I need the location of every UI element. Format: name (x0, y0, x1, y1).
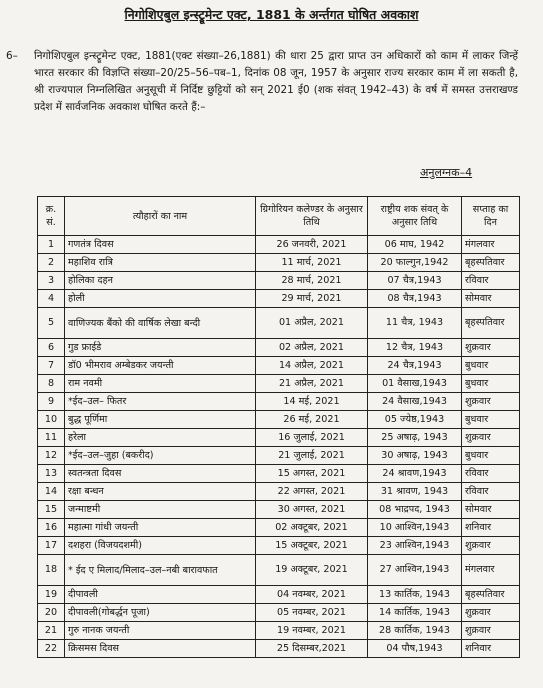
weekday-cell: बुधवार (462, 411, 520, 429)
serial-cell: 15 (38, 501, 65, 519)
weekday-cell: मंगलवार (462, 236, 520, 254)
weekday-cell: शनिवार (462, 519, 520, 537)
table-row (38, 290, 520, 308)
table-row (38, 501, 520, 519)
weekday-cell: बृहस्पतिवार (462, 254, 520, 272)
saka-date-cell: 05 ज्येष्ठ,1943 (368, 411, 462, 429)
saka-date-cell: 20 फाल्गुन,1942 (368, 254, 462, 272)
saka-date-cell: 30 अषाढ़, 1943 (368, 447, 462, 465)
gregorian-date-cell: 19 नवम्बर, 2021 (256, 622, 368, 640)
serial-cell: 16 (38, 519, 65, 537)
festival-name-cell: होलिका दहन (65, 272, 256, 290)
saka-date-cell: 08 भाद्रपद, 1943 (368, 501, 462, 519)
weekday-cell: बुधवार (462, 357, 520, 375)
serial-cell: 4 (38, 290, 65, 308)
gregorian-date-cell: 21 अप्रैल, 2021 (256, 375, 368, 393)
table-row (38, 429, 520, 447)
table-row (38, 519, 520, 537)
saka-date-cell: 31 श्रावण, 1943 (368, 483, 462, 501)
gregorian-date-cell: 19 अक्टूबर, 2021 (256, 555, 368, 586)
serial-cell: 21 (38, 622, 65, 640)
gregorian-date-cell: 02 अक्टूबर, 2021 (256, 519, 368, 537)
page-title-text: निगोशिएबुल इन्स्ट्रूमेन्ट एक्ट, 1881 के अर्न्तगत घोषित अवकाश (124, 7, 419, 22)
paragraph-text: निगोशिएबुल इन्स्ट्रूमेन्ट एक्ट, 1881(एक्ट संख्या–26,1881) की धारा 25 द्वारा प्राप्त उन अधिकारों को काम में लाकर जिन्हें भारत सरकार की विज्ञप्ति संख्या–20/25–56–पब–1, दिनांक 08 जून, 1957 के अनुसार राज्य सरकार काम में ला सकती है, श्री राज्यपाल निम्नलिखित अनुसूची में निर्दिष्ट छुट्टियों को सन् 2021 ई0 (शक संवत् 1942–43) के वर्ष में समस्त उत्तराखण्ड प्रदेश में सार्वजनिक अवकाश घोषित करते हैं:– (34, 50, 518, 113)
gregorian-date-cell: 02 अप्रैल, 2021 (256, 339, 368, 357)
saka-date-cell: 24 वैसाख,1943 (368, 393, 462, 411)
gregorian-date-cell: 15 अगस्त, 2021 (256, 465, 368, 483)
festival-name-cell: दीपावली(गोबर्द्धन पूजा) (65, 604, 256, 622)
saka-date-cell: 14 कार्तिक, 1943 (368, 604, 462, 622)
festival-name-cell: बुद्ध पूर्णिमा (65, 411, 256, 429)
festival-name-cell: क्रिसमस दिवस (65, 640, 256, 658)
gregorian-date-cell: 22 अगस्त, 2021 (256, 483, 368, 501)
weekday-cell: रविवार (462, 272, 520, 290)
gregorian-date-cell: 21 जुलाई, 2021 (256, 447, 368, 465)
serial-cell: 22 (38, 640, 65, 658)
serial-cell: 6 (38, 339, 65, 357)
saka-date-cell: 27 आश्विन,1943 (368, 555, 462, 586)
saka-date-cell: 06 माघ, 1942 (368, 236, 462, 254)
weekday-cell: बृहस्पतिवार (462, 586, 520, 604)
festival-name-cell: गुरु नानक जयन्ती (65, 622, 256, 640)
table-row (38, 555, 520, 586)
festival-name-cell: महाशिव रात्रि (65, 254, 256, 272)
holiday-table-body (38, 236, 520, 658)
header-saka-date: राष्ट्रीय शक संवत् के अनुसार तिथि (368, 197, 462, 236)
table-row (38, 586, 520, 604)
weekday-cell: शुक्रवार (462, 604, 520, 622)
table-row (38, 411, 520, 429)
serial-cell: 9 (38, 393, 65, 411)
festival-name-cell: रक्षा बन्धन (65, 483, 256, 501)
festival-name-cell: स्वतन्त्रता दिवस (65, 465, 256, 483)
weekday-cell: शुक्रवार (462, 339, 520, 357)
annexure-label: अनुलग्नक–4 (420, 166, 473, 179)
serial-cell: 2 (38, 254, 65, 272)
header-gregorian-date: ग्रिगोरियन कलेण्डर के अनुसार तिथि (256, 197, 368, 236)
holiday-table (37, 196, 520, 658)
serial-cell: 5 (38, 308, 65, 339)
table-row (38, 254, 520, 272)
table-row (38, 357, 520, 375)
header-festival-name: त्यौहारों का नाम (65, 197, 256, 236)
weekday-cell: शनिवार (462, 640, 520, 658)
weekday-cell: शुक्रवार (462, 622, 520, 640)
table-row (38, 236, 520, 254)
saka-date-cell: 01 वैसाख,1943 (368, 375, 462, 393)
gregorian-date-cell: 30 अगस्त, 2021 (256, 501, 368, 519)
serial-cell: 19 (38, 586, 65, 604)
weekday-cell: रविवार (462, 465, 520, 483)
weekday-cell: बुधवार (462, 375, 520, 393)
serial-cell: 20 (38, 604, 65, 622)
saka-date-cell: 11 चैत्र, 1943 (368, 308, 462, 339)
gregorian-date-cell: 26 मई, 2021 (256, 411, 368, 429)
festival-name-cell: गणतंत्र दिवस (65, 236, 256, 254)
festival-name-cell: वाणिज्यक बैंको की वार्षिक लेखा बन्दी (65, 308, 256, 339)
gregorian-date-cell: 11 मार्च, 2021 (256, 254, 368, 272)
gregorian-date-cell: 01 अप्रैल, 2021 (256, 308, 368, 339)
festival-name-cell: होली (65, 290, 256, 308)
saka-date-cell: 10 आश्विन,1943 (368, 519, 462, 537)
weekday-cell: मंगलवार (462, 555, 520, 586)
serial-cell: 3 (38, 272, 65, 290)
table-row (38, 308, 520, 339)
saka-date-cell: 07 चैत्र,1943 (368, 272, 462, 290)
serial-cell: 12 (38, 447, 65, 465)
serial-cell: 17 (38, 537, 65, 555)
festival-name-cell: * ईद ए मिलाद/मिलाद–उल–नबी बारावफात (65, 555, 256, 586)
saka-date-cell: 04 पौष,1943 (368, 640, 462, 658)
gregorian-date-cell: 25 दिसम्बर,2021 (256, 640, 368, 658)
table-row (38, 272, 520, 290)
paragraph-number: 6– (6, 50, 18, 62)
table-row (38, 483, 520, 501)
table-row (38, 537, 520, 555)
festival-name-cell: *ईद–उल–जुहा (बकरीद) (65, 447, 256, 465)
serial-cell: 10 (38, 411, 65, 429)
serial-cell: 7 (38, 357, 65, 375)
header-weekday: सप्ताह का दिन (462, 197, 520, 236)
notification-paragraph (6, 48, 518, 116)
weekday-cell: रविवार (462, 483, 520, 501)
saka-date-cell: 28 कार्तिक, 1943 (368, 622, 462, 640)
festival-name-cell: *ईद–उल– फितर (65, 393, 256, 411)
weekday-cell: बृहस्पतिवार (462, 308, 520, 339)
table-row (38, 339, 520, 357)
festival-name-cell: महात्मा गांधी जयन्ती (65, 519, 256, 537)
festival-name-cell: गुड फ्राईडे (65, 339, 256, 357)
festival-name-cell: राम नवमी (65, 375, 256, 393)
saka-date-cell: 24 श्रावण,1943 (368, 465, 462, 483)
gregorian-date-cell: 29 मार्च, 2021 (256, 290, 368, 308)
gregorian-date-cell: 14 मई, 2021 (256, 393, 368, 411)
saka-date-cell: 13 कार्तिक, 1943 (368, 586, 462, 604)
serial-cell: 11 (38, 429, 65, 447)
gregorian-date-cell: 28 मार्च, 2021 (256, 272, 368, 290)
saka-date-cell: 24 चैत्र,1943 (368, 357, 462, 375)
weekday-cell: बुधवार (462, 447, 520, 465)
saka-date-cell: 08 चैत्र,1943 (368, 290, 462, 308)
weekday-cell: शुक्रवार (462, 393, 520, 411)
table-row (38, 604, 520, 622)
header-serial: क्र. सं. (38, 197, 65, 236)
serial-cell: 18 (38, 555, 65, 586)
festival-name-cell: दीपावली (65, 586, 256, 604)
table-row (38, 465, 520, 483)
serial-cell: 8 (38, 375, 65, 393)
gregorian-date-cell: 16 जुलाई, 2021 (256, 429, 368, 447)
festival-name-cell: डॉ0 भीमराव अम्बेडकर जयन्ती (65, 357, 256, 375)
weekday-cell: सोमवार (462, 290, 520, 308)
table-row (38, 393, 520, 411)
holiday-table-header (38, 197, 520, 236)
gregorian-date-cell: 14 अप्रैल, 2021 (256, 357, 368, 375)
gregorian-date-cell: 04 नवम्बर, 2021 (256, 586, 368, 604)
table-row (38, 447, 520, 465)
saka-date-cell: 23 आश्विन,1943 (368, 537, 462, 555)
gregorian-date-cell: 26 जनवरी, 2021 (256, 236, 368, 254)
weekday-cell: शुक्रवार (462, 537, 520, 555)
festival-name-cell: दशहरा (विजयदशमी) (65, 537, 256, 555)
saka-date-cell: 25 अषाढ़, 1943 (368, 429, 462, 447)
serial-cell: 14 (38, 483, 65, 501)
weekday-cell: सोमवार (462, 501, 520, 519)
saka-date-cell: 12 चैत्र, 1943 (368, 339, 462, 357)
serial-cell: 1 (38, 236, 65, 254)
table-row (38, 640, 520, 658)
festival-name-cell: हरेला (65, 429, 256, 447)
table-row (38, 622, 520, 640)
table-row (38, 375, 520, 393)
weekday-cell: शुक्रवार (462, 429, 520, 447)
festival-name-cell: जन्माष्टमी (65, 501, 256, 519)
serial-cell: 13 (38, 465, 65, 483)
page-title (0, 6, 543, 23)
gregorian-date-cell: 15 अक्टूबर, 2021 (256, 537, 368, 555)
gregorian-date-cell: 05 नवम्बर, 2021 (256, 604, 368, 622)
